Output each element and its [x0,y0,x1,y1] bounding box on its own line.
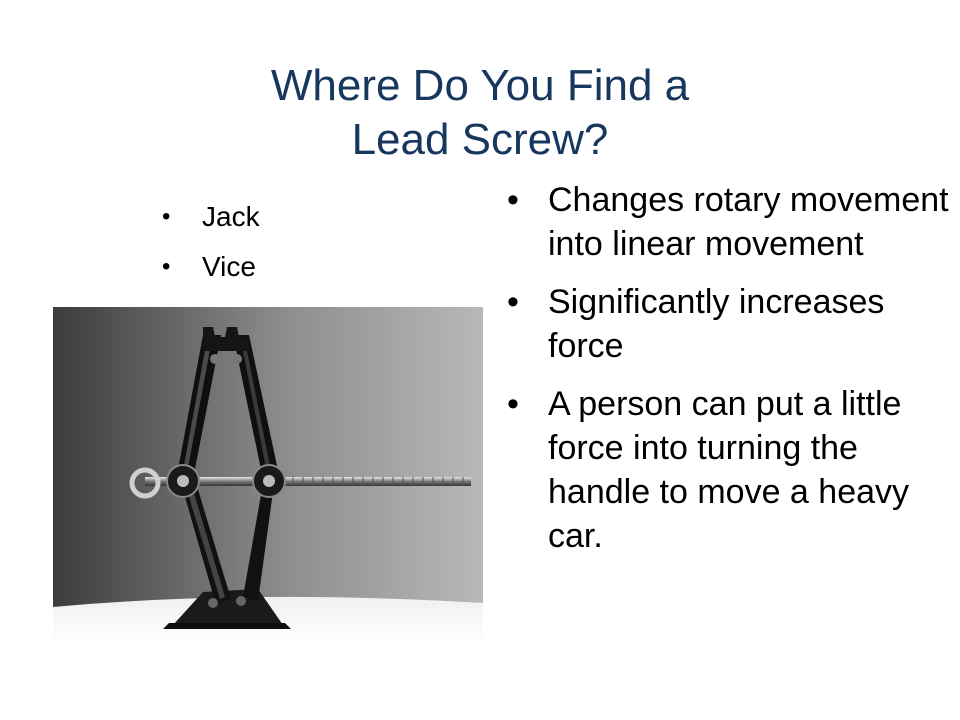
slide-title [120,59,840,167]
list-item: • Significantly increases force [505,280,955,368]
list-item: • Changes rotary movement into linear movement [505,178,955,266]
list-item: • Jack [160,195,260,245]
title-line-1: Where Do You Find a [270,61,690,111]
car-jack-photo [53,307,483,645]
title-line-2: Lead Screw? [351,115,609,165]
list-item: • A person can put a little force into turning the handle to move a heavy car. [505,382,955,558]
explanation-list [505,178,955,572]
examples-list [160,195,260,295]
list-item: • Vice [160,245,260,295]
